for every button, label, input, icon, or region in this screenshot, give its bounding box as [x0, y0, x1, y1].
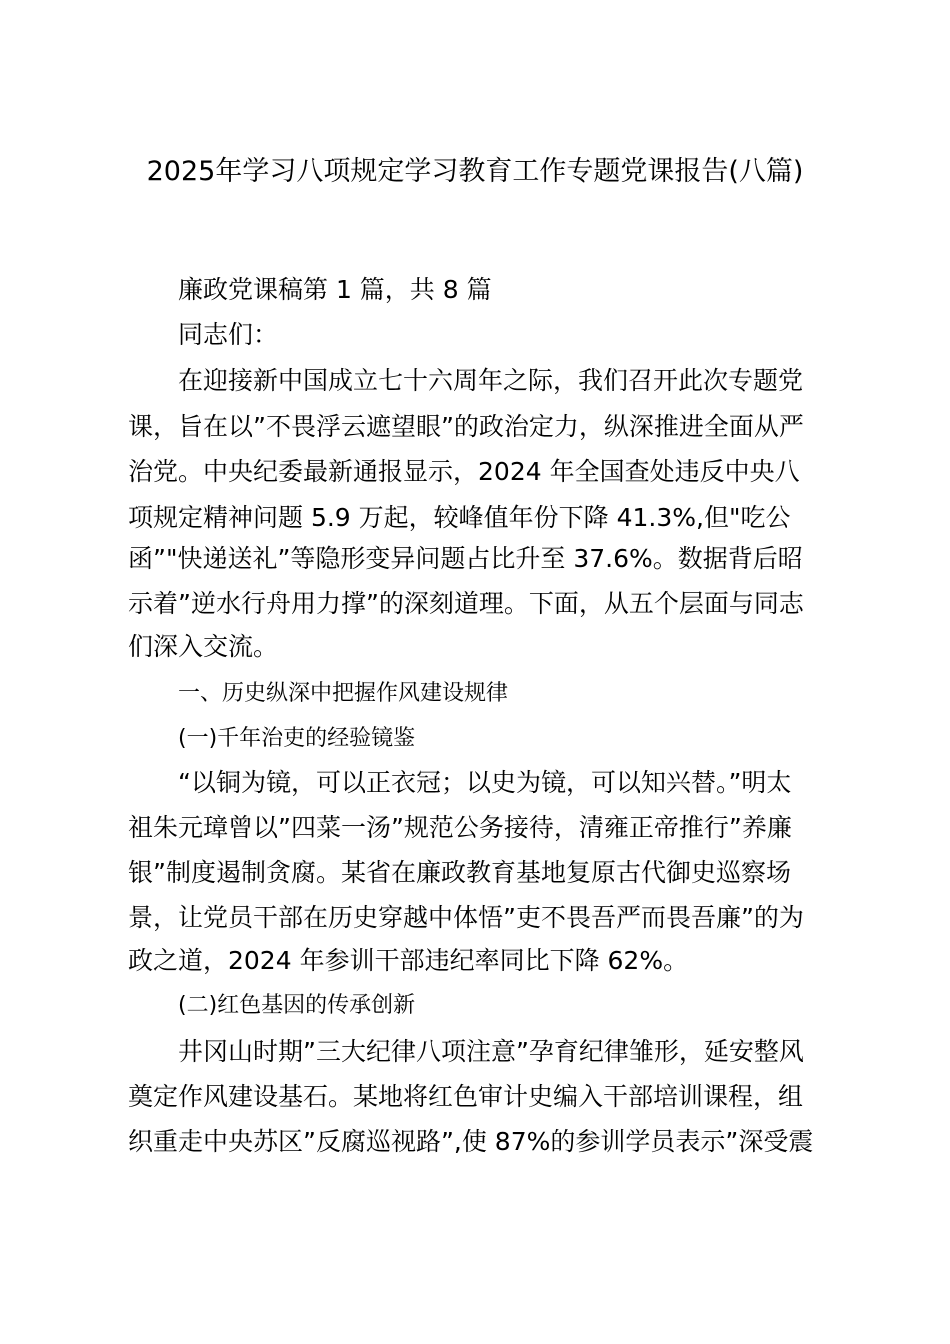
paragraph-line: 们深入交流。 — [128, 632, 279, 661]
paragraph-line: 井冈山时期”三大纪律八项注意”孕育纪律雏形，延安整风 — [178, 1037, 804, 1066]
document-title: 2025年学习八项规定学习教育工作专题党课报告(八篇) — [146, 156, 804, 187]
paragraph-line: 治党。中央纪委最新通报显示，2024 年全国查处违反中央八 — [128, 457, 800, 486]
subsection-heading: (二)红色基因的传承创新 — [178, 993, 416, 1018]
paragraph-line: 在迎接新中国成立七十六周年之际，我们召开此次专题党 — [178, 366, 804, 395]
paragraph-line: 函”"快递送礼”等隐形变异问题占比升至 37.6%。数据背后昭 — [128, 544, 803, 573]
paragraph-line: 景，让党员干部在历史穿越中体悟”吏不畏吾严而畏吾廉”的为 — [128, 903, 804, 932]
section-heading: 一、历史纵深中把握作风建设规律 — [178, 681, 509, 706]
paragraph-line: 政之道，2024 年参训干部违纪率同比下降 62%。 — [128, 946, 689, 975]
paragraph-line: 祖朱元璋曾以”四菜一汤”规范公务接待，清雍正帝推行”养廉 — [128, 813, 792, 842]
salutation: 同志们： — [178, 320, 279, 349]
paragraph-line: 银”制度遏制贪腐。某省在廉政教育基地复原古代御史巡察场 — [128, 858, 791, 887]
document-subtitle: 廉政党课稿第 1 篇，共 8 篇 — [178, 275, 492, 304]
subsection-heading: (一)千年治吏的经验镜鉴 — [178, 726, 416, 751]
paragraph-line: 奠定作风建设基石。某地将红色审计史编入干部培训课程，组 — [128, 1082, 804, 1111]
paragraph-line: 织重走中央苏区”反腐巡视路”,使 87%的参训学员表示”深受震 — [128, 1127, 814, 1156]
paragraph-line: 示着”逆水行舟用力撑”的深刻道理。下面，从五个层面与同志 — [128, 589, 804, 618]
paragraph-line: “以铜为镜，可以正衣冠；以史为镜，可以知兴替。”明太 — [178, 768, 792, 797]
paragraph-line: 课，旨在以”不畏浮云遮望眼”的政治定力，纵深推进全面从严 — [128, 412, 804, 441]
paragraph-line: 项规定精神问题 5.9 万起，较峰值年份下降 41.3%,但"吃公 — [128, 503, 791, 532]
